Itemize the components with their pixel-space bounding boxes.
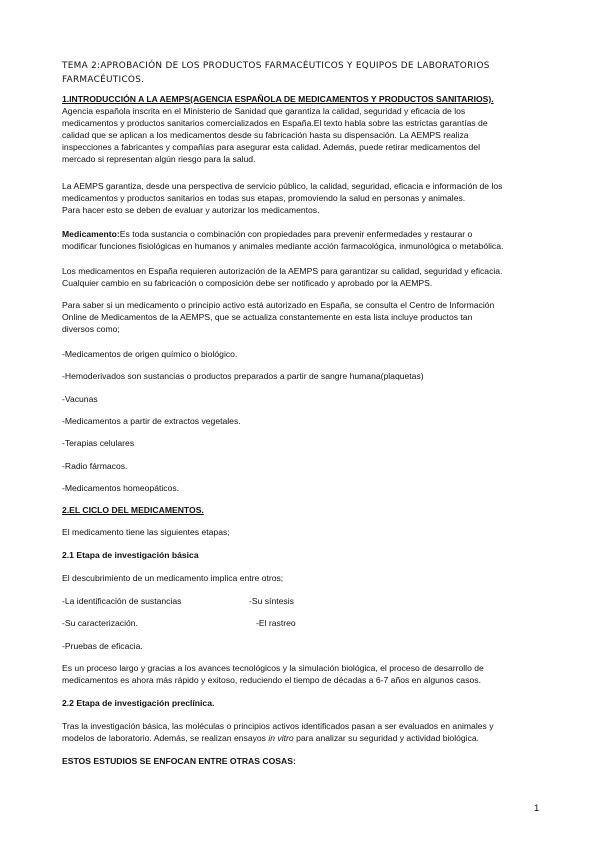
list-item: -Terapias celulares bbox=[62, 438, 135, 448]
text-line: modificar funciones fisiológicas en humanos y animales mediante acción farmacológica, inmunológica o metabólica. bbox=[62, 241, 504, 251]
text-line: Para saber si un medicamento o principio activo está autorizado en España, se consulta el Centro de Información bbox=[62, 300, 495, 310]
subsection-2-1-intro: El descubrimiento de un medicamento implica entre otros; bbox=[62, 573, 284, 583]
text-line: mercado si representan algún riesgo para la salud. bbox=[62, 154, 256, 164]
text-span: modelos de laboratorio. Además, se realizan ensayos bbox=[62, 733, 269, 743]
text-line bbox=[62, 732, 552, 744]
list-item: -Vacunas bbox=[62, 394, 98, 404]
text-line: medicamentos y productos sanitarios comercializados en España.El texto habla sobre las estrictas garantías de bbox=[62, 118, 488, 128]
text-line: diversos como; bbox=[62, 324, 120, 334]
step-rastreo: -El rastreo bbox=[256, 618, 296, 628]
page-number: 1 bbox=[534, 803, 540, 814]
text-line: Agencia española inscrita en el Ministerio de Sanidad que garantiza la calidad, seguridad y eficacia de los bbox=[62, 106, 466, 116]
document-title: TEMA 2:APROBACIÓN DE LOS PRODUCTOS FARMACÉUTICOS Y EQUIPOS DE LABORATORIOS FARMACÉUTICOS. bbox=[62, 61, 490, 85]
text-line: medicamentos es ahora más rápido y exitoso, reduciendo el tiempo de décadas a 6-7 años en algunos casos. bbox=[62, 675, 481, 685]
step-caracterizacion: -Su caracterización. bbox=[62, 618, 138, 628]
list-item: -Radio fármacos. bbox=[62, 461, 128, 471]
list-item: -Medicamentos de origen químico o biológico. bbox=[62, 349, 238, 359]
subsection-2-1-heading: 2.1 Etapa de investigación básica bbox=[62, 550, 199, 560]
section-2-intro: El medicamento tiene las siguientes etapas; bbox=[62, 527, 230, 537]
text-line: Online de Medicamentos de la AEMPS, que se actualiza constantemente en esta lista incluye productos tan bbox=[62, 312, 473, 322]
step-identificacion: -La identificación de sustancias bbox=[62, 596, 182, 606]
text-line: Para hacer esto se deben de evaluar y autorizar los medicamentos. bbox=[62, 205, 320, 215]
step-pruebas: -Pruebas de eficacia. bbox=[62, 641, 143, 651]
section-1-heading: 1.INTRODUCCIÓN A LA AEMPS(AGENCIA ESPAÑOLA DE MEDICAMENTOS Y PRODUCTOS SANITARIOS). bbox=[62, 94, 494, 104]
text-line bbox=[62, 228, 552, 240]
studies-caption: ESTOS ESTUDIOS SE ENFOCAN ENTRE OTRAS COSAS: bbox=[62, 756, 296, 766]
definition-text: Es toda sustancia o combinación con propiedades para prevenir enfermedades y restaurar o bbox=[119, 229, 473, 239]
text-line: La AEMPS garantiza, desde una perspectiva de servicio público, la calidad, seguridad, eficacia e información de los bbox=[62, 181, 503, 191]
list-item: -Medicamentos homeopáticos. bbox=[62, 483, 180, 493]
text-line: Es un proceso largo y gracias a los avances tecnológicos y la simulación biológica, el proceso de desarrollo de bbox=[62, 663, 484, 673]
list-item: -Medicamentos a partir de extractos vegetales. bbox=[62, 416, 241, 426]
text-span: para analizar su seguridad y actividad biológica. bbox=[293, 733, 480, 743]
italic-term: in vitro bbox=[268, 733, 294, 743]
text-line: Los medicamentos en España requieren autorización de la AEMPS para garantizar su calidad, seguridad y eficacia. bbox=[62, 266, 503, 276]
text-line: inspecciones a fabricantes y compañías para asegurar esta calidad. Además, puede retirar medicamentos del bbox=[62, 142, 480, 152]
subsection-2-2-heading: 2.2 Etapa de investigación preclínica. bbox=[62, 698, 215, 708]
definition-term: Medicamento: bbox=[62, 229, 120, 239]
text-line: Cualquier cambio en su fabricación o composición debe ser notificado y aprobado por la AEMPS. bbox=[62, 278, 433, 288]
text-line: Tras la investigación básica, las moléculas o principios activos identificados pasan a ser evaluados en animales y bbox=[62, 721, 494, 731]
list-item: -Hemoderivados son sustancias o productos preparados a partir de sangre humana(plaquetas) bbox=[62, 371, 424, 381]
step-sintesis: -Su síntesis bbox=[249, 596, 294, 606]
text-line: medicamentos y productos sanitarios en todas sus etapas, promoviendo la salud en personas y animales. bbox=[62, 193, 466, 203]
text-line: calidad que se aplican a los medicamentos desde su fabricación hasta su dispensación. La AEMPS realiza bbox=[62, 130, 469, 140]
section-2-heading: 2.EL CICLO DEL MEDICAMENTOS. bbox=[62, 505, 204, 515]
